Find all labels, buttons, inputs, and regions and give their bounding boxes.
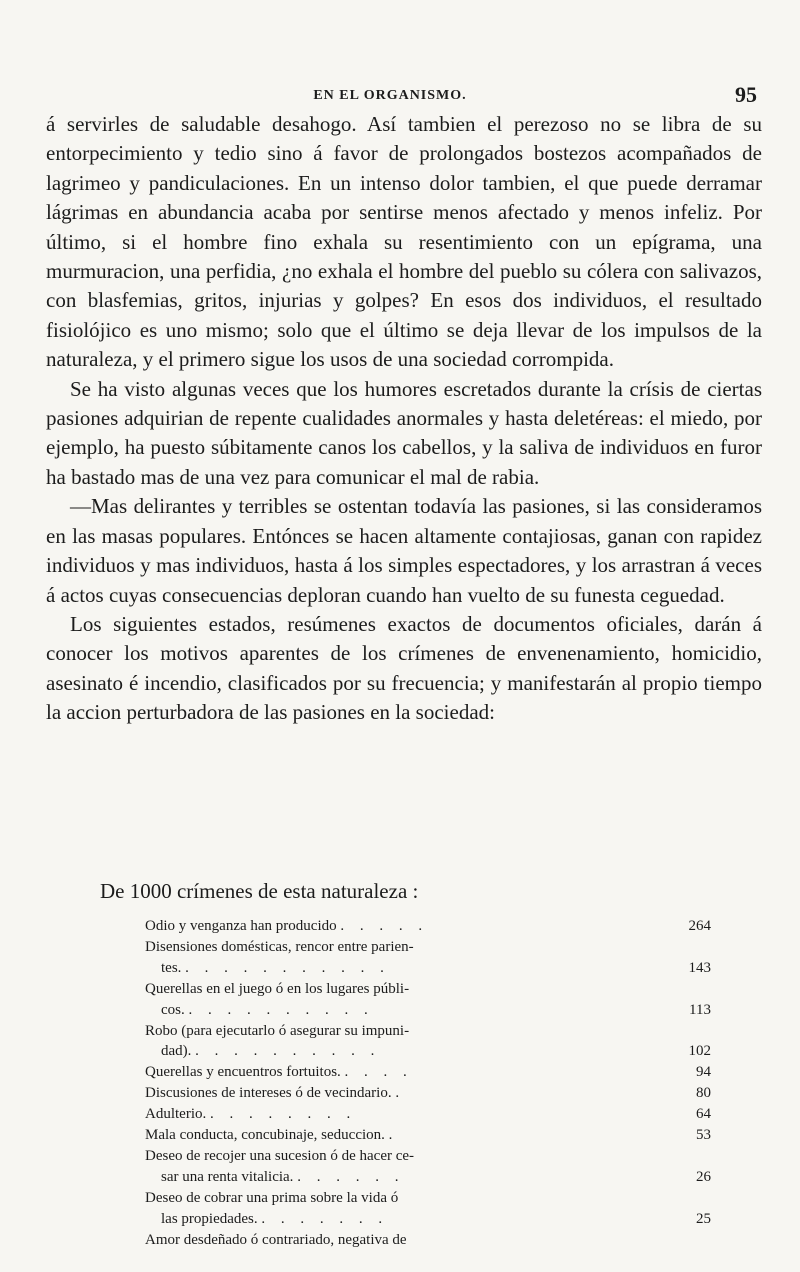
stat-description: Disensiones domésticas, rencor entre parien- (145, 938, 414, 955)
stat-leader: . . . . . . . . . . (195, 1043, 381, 1060)
stat-row (145, 1230, 711, 1251)
stat-description-cont: las propiedades. (161, 1210, 258, 1227)
stat-description: Odio y venganza han producido (145, 918, 337, 934)
paragraph: á servirles de saludable desahogo. Así tambien el perezoso no se libra de su entorpecimiento y tedio sino á favor de prolongados bostezos acompañados de lagrimeo y pandiculaciones. En un intenso dolor tambien, el que puede derramar lágrimas en abundancia acaba por sentirse menos afectado y menos infeliz. Por último, si el hombre fino exhala su resentimiento con un epígrama, una murmuracion, una perfidia, ¿no exhala el hombre del pueblo su cólera con salivazos, con blasfemias, gritos, injurias y golpes? En esos dos individuos, el resultado fisiolójico es uno mismo; solo que el último se deja llevar de los impulsos de la naturaleza, y el primero sigue los usos de una sociedad corrompida. (46, 112, 762, 372)
stat-value: 80 (696, 1085, 711, 1102)
stat-description: Deseo de cobrar una prima sobre la vida ó (145, 1189, 399, 1206)
stat-leader: . . . . (344, 1064, 413, 1081)
stat-value: 25 (696, 1210, 711, 1227)
stat-description: Robo (para ejecutarlo ó asegurar su impuni- (145, 1022, 410, 1039)
stat-row (145, 1125, 711, 1146)
stat-value: 113 (689, 1001, 711, 1018)
stat-row (145, 937, 711, 979)
stat-leader: . . . . . . . . . . . (185, 959, 390, 976)
stat-description: Deseo de recojer una sucesion ó de hacer ce- (145, 1147, 415, 1164)
stat-leader: . (395, 1085, 406, 1102)
stat-description: Querellas en el juego ó en los lugares públi- (145, 980, 410, 997)
stat-value: 102 (688, 1043, 711, 1060)
stat-description-cont: sar una renta vitalicia. (161, 1168, 294, 1185)
stats-heading: De 1000 crímenes de esta naturaleza : (100, 879, 419, 903)
stat-row (145, 1021, 711, 1063)
running-header (0, 84, 800, 108)
stat-row (145, 1146, 711, 1188)
stat-description-cont: tes. (161, 959, 182, 976)
stat-description: Discusiones de intereses ó de vecindario. (145, 1085, 392, 1102)
stat-value: 264 (688, 918, 711, 934)
stat-value: 94 (696, 1064, 711, 1081)
page-number: 95 (735, 82, 757, 107)
stat-value: 26 (696, 1168, 711, 1185)
stat-row (145, 1062, 711, 1083)
stat-leader: . . . . . (340, 918, 429, 934)
stat-description: Amor desdeñado ó contrariado, negativa de (145, 1231, 407, 1248)
crime-statistics-list (145, 916, 711, 1251)
stat-description: Mala conducta, concubinaje, seduccion. (145, 1127, 385, 1144)
stat-description: Adulterio. (145, 1106, 207, 1123)
paragraph: —Mas delirantes y terribles se ostentan todavía las pasiones, si las consideramos en las masas populares. Entónces se hacen altamente contajiosas, ganan con rapidez individuos y mas individuos, hasta á los simples espectadores, y los arrastran á veces á actos cuyas consecuencias deploran cuando han vuelto de su funesta ceguedad. (46, 494, 762, 607)
stat-row (145, 1188, 711, 1230)
stat-value: 64 (696, 1106, 711, 1123)
stat-leader: . (388, 1127, 399, 1144)
stat-row (145, 979, 711, 1021)
stat-value: 53 (696, 1127, 711, 1144)
stat-leader: . . . . . . . (261, 1210, 389, 1227)
stat-row (145, 1104, 711, 1125)
stat-leader: . . . . . . . . . . (188, 1001, 374, 1018)
stat-value: 143 (688, 959, 711, 976)
stat-leader: . . . . . . (297, 1168, 405, 1185)
header-title: EN EL ORGANISMO. (313, 88, 467, 103)
stat-description: Querellas y encuentros fortuitos. (145, 1064, 341, 1081)
stat-row (145, 1083, 711, 1104)
stat-description-cont: cos. (161, 1001, 185, 1018)
paragraph: Se ha visto algunas veces que los humores escretados durante la crísis de ciertas pasiones adquirian de repente cualidades anormales y hasta deletéreas: el miedo, por ejemplo, ha puesto súbitamente canos los cabellos, y la saliva de individuos en furor ha bastado mas de una vez para comunicar el mal de rabia. (46, 376, 762, 489)
stat-row (145, 916, 711, 937)
stat-leader: . . . . . . . . (210, 1106, 357, 1123)
paragraph: Los siguientes estados, resúmenes exactos de documentos oficiales, darán á conocer los motivos aparentes de los crímenes de envenenamiento, homicidio, asesinato é incendio, clasificados por su frecuencia; y manifestarán al propio tiempo la accion perturbadora de las pasiones en la sociedad: (46, 611, 762, 725)
stat-description-cont: dad). (161, 1043, 192, 1060)
body-text (46, 110, 762, 728)
